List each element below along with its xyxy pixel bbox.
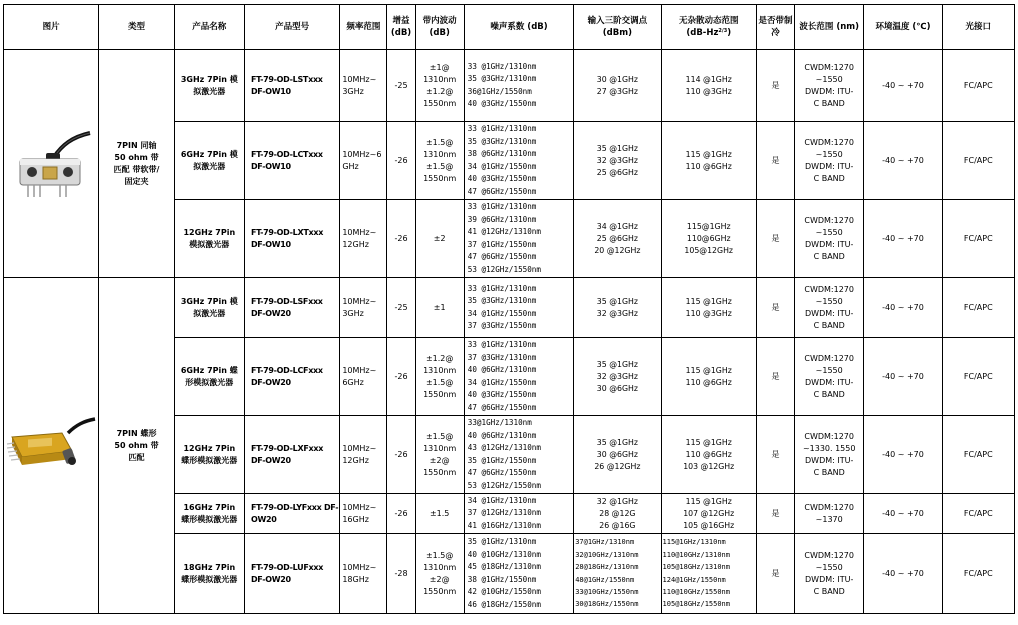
sfdr-line: 107 @12GHz: [683, 508, 735, 518]
product-name: 12GHz 7Pin 蝶形模拟激光器: [174, 416, 244, 494]
flatness-line: 1310nm: [423, 562, 457, 572]
noise-line: 37 @12GHz/1310nm: [467, 508, 541, 518]
ip3-line: 34 @1GHz: [596, 221, 638, 231]
sfdr-line: 115 @1GHz: [685, 496, 732, 506]
noise-line: 40 @3GHz/1550nm: [467, 99, 537, 108]
flatness-value: [415, 278, 464, 338]
sfdr-line: 110 @6GHz: [685, 449, 732, 459]
flatness-line: ±1.5@: [425, 550, 454, 560]
ip3-line: 32 @3GHz: [596, 308, 638, 318]
ip3-line: 33@10GHz/1550nm: [575, 587, 639, 596]
wavelength-line: DWDM: ITU-: [805, 86, 854, 96]
ip3-line: 32 @3GHz: [596, 155, 638, 165]
flatness-value: [415, 50, 464, 122]
product-name: 3GHz 7Pin 模拟激光器: [174, 278, 244, 338]
spec-sheet: [3, 4, 1015, 614]
temperature-range: -40 ~ +70: [864, 200, 942, 278]
freq-range: [340, 534, 387, 614]
flatness-line: ±1.5@: [425, 137, 454, 147]
ip3-line: 26 @16G: [599, 520, 636, 530]
header-sfdr-unit: (dB-Hz: [686, 28, 719, 38]
header-model: 产品型号: [244, 5, 339, 50]
noise-line: 35 @1GHz/1310nm: [467, 537, 537, 546]
sfdr-line: 124@1GHz/1550nm: [662, 575, 726, 584]
product-model: FT-79-OD-LYFxxx DF-OW20: [244, 494, 339, 534]
product-name: 16GHz 7Pin 蝶形模拟激光器: [174, 494, 244, 534]
noise-line: 41 @16GHz/1310nm: [467, 520, 541, 530]
gain-value: -25: [387, 278, 415, 338]
freq-line: 12GHz: [342, 239, 369, 249]
header-row: [4, 5, 1015, 50]
noise-line: 39 @6GHz/1310nm: [467, 214, 537, 224]
ip3-value: [574, 416, 661, 494]
ip3-value: [574, 494, 661, 534]
sfdr-line: 114 @1GHz: [685, 74, 732, 84]
wavelength-range: [795, 494, 864, 534]
wavelength-line: C BAND: [813, 98, 845, 108]
wavelength-line: CWDM:1270: [804, 353, 854, 363]
noise-figure: [464, 338, 573, 416]
noise-line: 41 @12GHz/1310nm: [467, 227, 541, 236]
flatness-line: ±1: [433, 302, 446, 312]
ip3-value: [574, 122, 661, 200]
product-model: FT-79-OD-LSFxxx DF-OW20: [244, 278, 339, 338]
temperature-range: -40 ~ +70: [864, 278, 942, 338]
freq-line: 10MHz~: [342, 562, 377, 572]
header-wavelength: 波长范围 (nm): [795, 5, 864, 50]
header-flatness: 带内波动 (dB): [415, 5, 464, 50]
header-image: 图片: [4, 5, 99, 50]
freq-range: [340, 338, 387, 416]
noise-figure: [464, 200, 573, 278]
wavelength-line: CWDM:1270: [804, 284, 854, 294]
ip3-line: 30 @6GHz: [596, 383, 638, 393]
wavelength-line: ~1330. 1550: [802, 443, 856, 453]
flatness-line: 1550nm: [423, 389, 457, 399]
ip3-line: 28@18GHz/1310nm: [575, 563, 639, 572]
wavelength-line: CWDM:1270: [804, 431, 854, 441]
sfdr-line: 110 @6GHz: [685, 377, 732, 387]
flatness-line: ±1.5@: [425, 161, 454, 171]
optical-connector: FC/APC: [942, 200, 1014, 278]
gain-value: -25: [387, 50, 415, 122]
freq-line: 10MHz~: [342, 227, 377, 237]
wavelength-line: C BAND: [813, 389, 845, 399]
noise-figure: [464, 122, 573, 200]
noise-figure: [464, 278, 573, 338]
noise-line: 33 @1GHz/1310nm: [467, 340, 537, 349]
header-product-name: 产品名称: [174, 5, 244, 50]
product-model: FT-79-OD-LCTxxx DF-OW10: [244, 122, 339, 200]
noise-line: 37 @1GHz/1550nm: [467, 239, 537, 249]
cooling-value: 是: [756, 416, 794, 494]
product-name: 6GHz 7Pin 模拟激光器: [174, 122, 244, 200]
noise-line: 34 @1GHz/1310nm: [467, 495, 537, 505]
gain-value: -26: [387, 200, 415, 278]
gain-value: -26: [387, 416, 415, 494]
header-connector: 光接口: [942, 5, 1014, 50]
noise-line: 33@1GHz/1310nm: [467, 418, 532, 427]
noise-figure: [464, 494, 573, 534]
product-image-cell: [4, 50, 99, 278]
flatness-line: ±2@: [429, 455, 450, 465]
freq-line: GHz: [342, 161, 359, 171]
temperature-range: -40 ~ +70: [864, 122, 942, 200]
header-freq-range: 频率范围: [340, 5, 387, 50]
sfdr-value: [661, 200, 756, 278]
wavelength-line: C BAND: [813, 586, 845, 596]
ip3-line: 30@18GHz/1550nm: [575, 600, 639, 609]
product-image: [5, 411, 97, 481]
freq-line: 10MHz~: [342, 74, 377, 84]
cooling-value: 是: [756, 50, 794, 122]
flatness-value: [415, 338, 464, 416]
noise-line: 40 @3GHz/1550nm: [467, 390, 537, 399]
flatness-line: ±2: [433, 233, 446, 243]
cooling-value: 是: [756, 338, 794, 416]
noise-line: 33 @1GHz/1310nm: [467, 283, 537, 293]
wavelength-line: CWDM:1270: [804, 62, 854, 72]
ip3-value: [574, 534, 661, 614]
sfdr-line: 105@18GHz/1310nm: [662, 563, 730, 572]
header-gain: 增益 (dB): [387, 5, 415, 50]
flatness-line: ±1.5@: [425, 431, 454, 441]
wavelength-range: [795, 338, 864, 416]
sfdr-line: 105@12GHz: [684, 245, 734, 255]
cooling-value: 是: [756, 534, 794, 614]
noise-line: 53 @12GHz/1550nm: [467, 264, 541, 274]
ip3-line: 32 @1GHz: [596, 496, 638, 506]
table-row: [4, 50, 1015, 122]
sfdr-value: [661, 338, 756, 416]
noise-line: 38 @6GHz/1310nm: [467, 149, 537, 158]
freq-range: [340, 494, 387, 534]
wavelength-line: ~1550: [815, 227, 843, 237]
product-type: 7PIN 同轴 50 ohm 带匹配 带软带/固定夹: [99, 50, 174, 278]
sfdr-line: 105 @16GHz: [683, 520, 735, 530]
ip3-line: 35 @1GHz: [596, 437, 638, 447]
sfdr-line: 103 @12GHz: [683, 461, 735, 471]
noise-line: 34 @1GHz/1550nm: [467, 377, 537, 387]
optical-connector: FC/APC: [942, 494, 1014, 534]
cooling-value: 是: [756, 278, 794, 338]
noise-line: 42 @10GHz/1550nm: [467, 587, 541, 596]
ip3-value: [574, 200, 661, 278]
noise-line: 46 @18GHz/1550nm: [467, 599, 541, 609]
ip3-line: 30 @1GHz: [596, 74, 638, 84]
flatness-line: ±1.5@: [425, 377, 454, 387]
flatness-value: [415, 534, 464, 614]
noise-figure: [464, 534, 573, 614]
freq-range: [340, 278, 387, 338]
noise-line: 35 @3GHz/1310nm: [467, 74, 537, 83]
flatness-line: 1310nm: [423, 443, 457, 453]
wavelength-line: C BAND: [813, 173, 845, 183]
wavelength-line: DWDM: ITU-: [805, 574, 854, 584]
freq-line: 10MHz~: [342, 296, 377, 306]
noise-line: 35 @3GHz/1310nm: [467, 296, 537, 305]
sfdr-value: [661, 122, 756, 200]
wavelength-line: C BAND: [813, 251, 845, 261]
temperature-range: -40 ~ +70: [864, 338, 942, 416]
ip3-line: 26 @12GHz: [594, 461, 641, 471]
product-name: 3GHz 7Pin 模拟激光器: [174, 50, 244, 122]
cooling-value: 是: [756, 200, 794, 278]
noise-line: 40 @6GHz/1310nm: [467, 365, 537, 374]
product-name: 6GHz 7Pin 蝶形模拟激光器: [174, 338, 244, 416]
noise-line: 33 @1GHz/1310nm: [467, 61, 537, 71]
sfdr-line: 115 @1GHz: [685, 437, 732, 447]
wavelength-line: DWDM: ITU-: [805, 308, 854, 318]
wavelength-line: ~1550: [815, 74, 843, 84]
sfdr-line: 115@1GHz: [686, 221, 731, 231]
gain-value: -26: [387, 494, 415, 534]
ip3-line: 35 @1GHz: [596, 296, 638, 306]
noise-figure: [464, 416, 573, 494]
gain-value: -26: [387, 122, 415, 200]
sfdr-line: 105@18GHz/1550nm: [662, 600, 730, 609]
gain-value: -28: [387, 534, 415, 614]
sfdr-value: [661, 50, 756, 122]
sfdr-value: [661, 416, 756, 494]
sfdr-line: 110 @6GHz: [685, 161, 732, 171]
header-sfdr-title: 无杂散动态范围: [678, 16, 739, 26]
product-model: FT-79-OD-LXFxxx DF-OW20: [244, 416, 339, 494]
flatness-line: ±1.5: [429, 508, 450, 518]
noise-line: 35 @3GHz/1310nm: [467, 136, 537, 146]
freq-line: 3GHz: [342, 86, 364, 96]
flatness-line: ±1.2@: [425, 86, 454, 96]
flatness-value: [415, 416, 464, 494]
wavelength-range: [795, 200, 864, 278]
noise-line: 33 @1GHz/1310nm: [467, 202, 537, 211]
wavelength-range: [795, 534, 864, 614]
ip3-line: 25 @6GHz: [596, 233, 638, 243]
wavelength-line: CWDM:1270: [804, 502, 854, 512]
flatness-line: ±2@: [429, 574, 450, 584]
noise-line: 45 @18GHz/1310nm: [467, 562, 541, 571]
noise-line: 37 @3GHz/1550nm: [467, 321, 537, 330]
wavelength-line: CWDM:1270: [804, 215, 854, 225]
freq-line: 10MHz~6: [342, 149, 382, 159]
noise-line: 40 @6GHz/1310nm: [467, 430, 537, 440]
header-type: 类型: [99, 5, 174, 50]
freq-line: 6GHz: [342, 377, 364, 387]
sfdr-line: 115 @1GHz: [685, 365, 732, 375]
sfdr-line: 115 @1GHz: [685, 296, 732, 306]
product-image-cell: [4, 278, 99, 614]
header-ip3: 输入三阶交调点 (dBm): [574, 5, 661, 50]
flatness-line: 1310nm: [423, 149, 457, 159]
ip3-line: 30 @6GHz: [596, 449, 638, 459]
freq-line: 3GHz: [342, 308, 364, 318]
wavelength-line: DWDM: ITU-: [805, 161, 854, 171]
flatness-value: [415, 122, 464, 200]
product-model: FT-79-OD-LSTxxx DF-OW10: [244, 50, 339, 122]
freq-line: 10MHz~: [342, 502, 377, 512]
optical-connector: FC/APC: [942, 278, 1014, 338]
wavelength-line: C BAND: [813, 467, 845, 477]
sfdr-value: [661, 494, 756, 534]
ip3-line: 28 @12G: [599, 508, 636, 518]
freq-line: 12GHz: [342, 455, 369, 465]
wavelength-line: CWDM:1270: [804, 137, 854, 147]
temperature-range: -40 ~ +70: [864, 50, 942, 122]
optical-connector: FC/APC: [942, 122, 1014, 200]
ip3-line: 37@1GHz/1310nm: [575, 538, 635, 547]
flatness-line: 1550nm: [423, 173, 457, 183]
noise-line: 47 @6GHz/1550nm: [467, 252, 537, 261]
sfdr-line: 115@1GHz/1310nm: [662, 538, 726, 547]
wavelength-line: ~1550: [815, 296, 843, 306]
ip3-line: 35 @1GHz: [596, 143, 638, 153]
product-image: [5, 127, 97, 201]
freq-range: [340, 122, 387, 200]
sfdr-line: 110@6GHz: [686, 233, 731, 243]
header-cooling: 是否带制冷: [756, 5, 794, 50]
cooling-value: 是: [756, 122, 794, 200]
gain-value: -26: [387, 338, 415, 416]
header-temp: 环境温度 (℃): [864, 5, 942, 50]
sfdr-line: 115 @1GHz: [685, 149, 732, 159]
flatness-value: [415, 494, 464, 534]
sfdr-line: 110@10GHz/1310nm: [662, 550, 730, 559]
flatness-value: [415, 200, 464, 278]
optical-connector: FC/APC: [942, 338, 1014, 416]
wavelength-range: [795, 122, 864, 200]
wavelength-range: [795, 416, 864, 494]
ip3-value: [574, 338, 661, 416]
temperature-range: -40 ~ +70: [864, 416, 942, 494]
coaxial-laser-photo: [10, 127, 92, 201]
freq-line: 10MHz~: [342, 365, 377, 375]
wavelength-line: C BAND: [813, 320, 845, 330]
optical-connector: FC/APC: [942, 416, 1014, 494]
ip3-line: 20 @12GHz: [594, 245, 641, 255]
noise-line: 34 @1GHz/1550nm: [467, 161, 537, 171]
freq-line: 10MHz~: [342, 443, 377, 453]
flatness-line: 1310nm: [423, 74, 457, 84]
optical-connector: FC/APC: [942, 534, 1014, 614]
wavelength-line: ~1550: [815, 149, 843, 159]
noise-line: 33 @1GHz/1310nm: [467, 124, 537, 133]
header-sfdr: [661, 5, 756, 50]
header-sfdr-sup: 2/3: [718, 28, 728, 34]
table-row: [4, 278, 1015, 338]
product-name: 18GHz 7Pin 蝶形模拟激光器: [174, 534, 244, 614]
noise-line: 53 @12GHz/1550nm: [467, 480, 541, 490]
wavelength-line: ~1550: [815, 562, 843, 572]
noise-line: 36@1GHz/1550nm: [467, 86, 532, 96]
header-noise: 噪声系数 (dB): [464, 5, 573, 50]
noise-line: 40 @3GHz/1550nm: [467, 174, 537, 183]
freq-range: [340, 200, 387, 278]
sfdr-value: [661, 534, 756, 614]
freq-range: [340, 416, 387, 494]
ip3-line: 35 @1GHz: [596, 359, 638, 369]
cooling-value: 是: [756, 494, 794, 534]
noise-line: 38 @1GHz/1550nm: [467, 574, 537, 584]
product-model: FT-79-OD-LXTxxx DF-OW10: [244, 200, 339, 278]
wavelength-line: DWDM: ITU-: [805, 455, 854, 465]
header-sfdr-close: ): [727, 28, 732, 38]
wavelength-line: DWDM: ITU-: [805, 239, 854, 249]
product-name: 12GHz 7Pin 模拟激光器: [174, 200, 244, 278]
noise-line: 47 @6GHz/1550nm: [467, 402, 537, 412]
sfdr-line: 110@10GHz/1550nm: [662, 587, 730, 596]
ip3-line: 25 @6GHz: [596, 167, 638, 177]
ip3-line: 48@1GHz/1550nm: [575, 575, 635, 584]
noise-figure: [464, 50, 573, 122]
butterfly-laser-photo: [6, 411, 96, 481]
temperature-range: -40 ~ +70: [864, 494, 942, 534]
noise-line: 40 @10GHz/1310nm: [467, 549, 541, 559]
optical-connector: FC/APC: [942, 50, 1014, 122]
ip3-line: 27 @3GHz: [596, 86, 638, 96]
flatness-line: 1550nm: [423, 98, 457, 108]
flatness-line: 1310nm: [423, 365, 457, 375]
ip3-line: 32@10GHz/1310nm: [575, 550, 639, 559]
wavelength-line: ~1370: [815, 514, 843, 524]
freq-line: 18GHz: [342, 574, 369, 584]
ip3-value: [574, 50, 661, 122]
wavelength-range: [795, 278, 864, 338]
noise-line: 35 @1GHz/1550nm: [467, 455, 537, 465]
wavelength-line: ~1550: [815, 365, 843, 375]
noise-line: 34 @1GHz/1550nm: [467, 308, 537, 318]
flatness-line: ±1.2@: [425, 353, 454, 363]
laser-spec-table: [3, 4, 1015, 614]
noise-line: 47 @6GHz/1550nm: [467, 186, 537, 196]
noise-line: 37 @3GHz/1310nm: [467, 352, 537, 362]
ip3-value: [574, 278, 661, 338]
flatness-line: 1550nm: [423, 586, 457, 596]
noise-line: 47 @6GHz/1550nm: [467, 468, 537, 477]
wavelength-range: [795, 50, 864, 122]
wavelength-line: DWDM: ITU-: [805, 377, 854, 387]
flatness-line: ±1@: [429, 62, 450, 72]
sfdr-line: 110 @3GHz: [685, 308, 732, 318]
flatness-line: 1550nm: [423, 467, 457, 477]
wavelength-line: CWDM:1270: [804, 550, 854, 560]
product-type: 7PIN 蝶形 50 ohm 带匹配: [99, 278, 174, 614]
freq-range: [340, 50, 387, 122]
product-model: FT-79-OD-LCFxxx DF-OW20: [244, 338, 339, 416]
noise-line: 43 @12GHz/1310nm: [467, 443, 541, 452]
sfdr-value: [661, 278, 756, 338]
temperature-range: -40 ~ +70: [864, 534, 942, 614]
product-model: FT-79-OD-LUFxxx DF-OW20: [244, 534, 339, 614]
sfdr-line: 110 @3GHz: [685, 86, 732, 96]
freq-line: 16GHz: [342, 514, 369, 524]
ip3-line: 32 @3GHz: [596, 371, 638, 381]
